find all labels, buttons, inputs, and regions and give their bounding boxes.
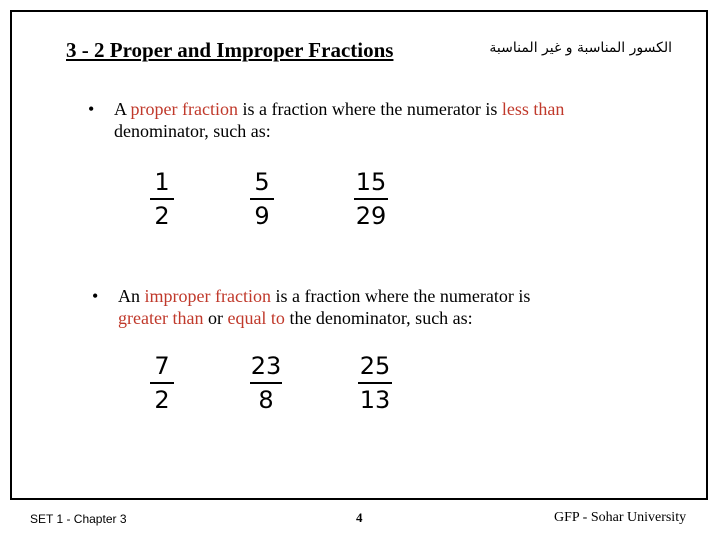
bullet-proper <box>88 98 674 142</box>
bullet-marker: • <box>88 99 95 119</box>
footer-page-number: 4 <box>356 510 363 525</box>
slide-title: 3 - 2 Proper and Improper Fractions <box>66 38 394 62</box>
bullet-proper-line1: A proper fraction is a fraction where the numerator is less than <box>114 99 565 119</box>
proper-fraction-term: proper fraction <box>130 99 238 119</box>
footer-university: GFP - Sohar University <box>554 510 687 525</box>
fraction-25-13: 25 13 <box>359 352 391 414</box>
fraction-7-2: 7 2 <box>150 352 174 414</box>
bullet-improper-line2: greater than or equal to the denominator, such as: <box>118 308 473 328</box>
improper-fraction-term: improper fraction <box>144 286 271 306</box>
footer-chapter: SET 1 - Chapter 3 <box>30 512 127 526</box>
equal-to-term: equal to <box>227 308 285 328</box>
fraction-23-8: 23 8 <box>250 352 282 414</box>
fraction-1-2: 1 2 <box>150 168 174 230</box>
slide-frame <box>10 10 708 500</box>
bullet-improper-line1: An improper fraction is a fraction where the numerator is <box>118 286 531 306</box>
bullet-marker: • <box>92 286 99 306</box>
less-than-term: less than <box>501 99 565 119</box>
greater-than-term: greater than <box>118 308 204 328</box>
bullet-improper <box>92 285 678 329</box>
fraction-5-9: 5 9 <box>250 168 274 230</box>
arabic-title: الكسور المناسبة و غير المناسبة <box>489 40 672 56</box>
fraction-15-29: 15 29 <box>355 168 387 230</box>
bullet-proper-line2: denominator, such as: <box>114 121 271 141</box>
